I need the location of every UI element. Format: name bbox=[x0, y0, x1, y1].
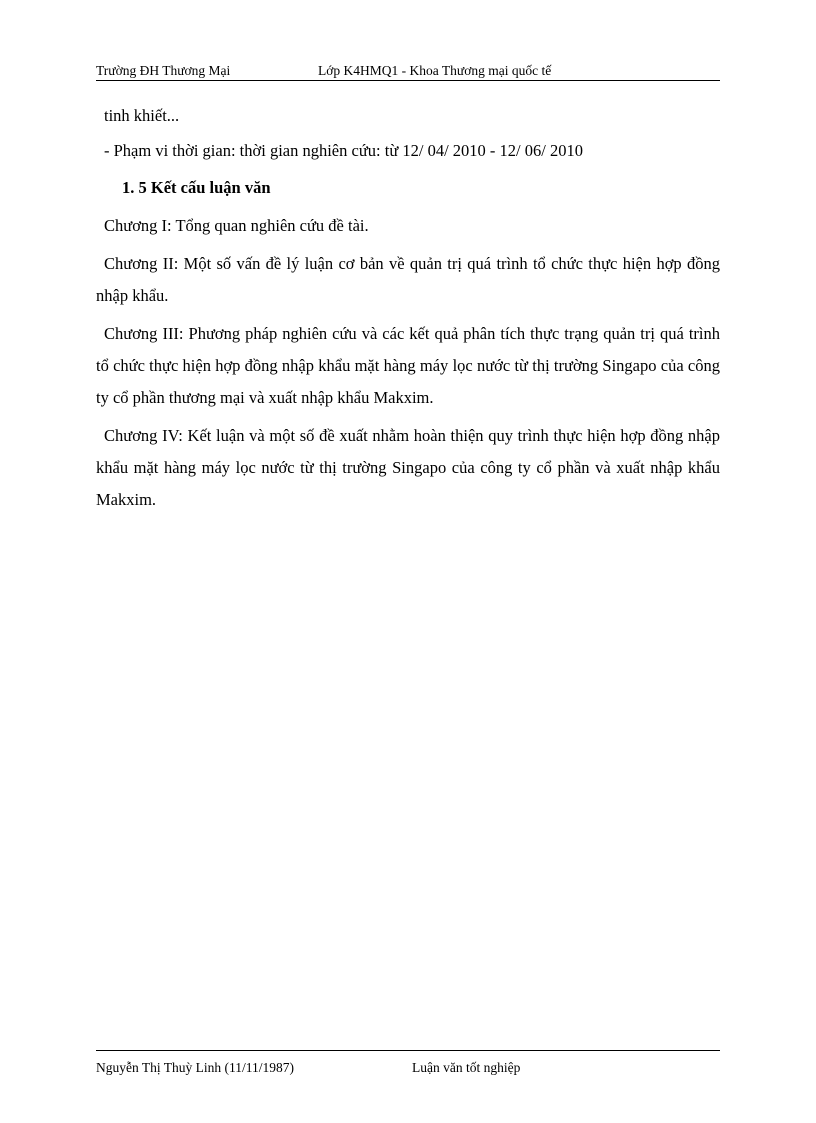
page-content bbox=[96, 100, 720, 516]
continuation-text: tinh khiết... bbox=[104, 106, 180, 125]
header-class-faculty: Lớp K4HMQ1 - Khoa Thương mại quốc tế bbox=[318, 63, 552, 78]
footer-author: Nguyễn Thị Thuỳ Linh (11/11/1987) bbox=[96, 1060, 294, 1075]
scope-time-text: - Phạm vi thời gian: thời gian nghiên cứu: từ 12/ 04/ 2010 - 12/ 06/ 2010 bbox=[104, 141, 583, 160]
section-heading: 1. 5 Kết cấu luận văn bbox=[122, 178, 271, 197]
chapter-3: Chương III: Phương pháp nghiên cứu và các kết quả phân tích thực trạng quản trị quá trình tổ chức thực hiện hợp đồng nhập khẩu mặt hàng máy lọc nước từ thị trường Singapo của công ty cổ phần thương mại và xuất nhập khẩu Makxim. bbox=[96, 324, 720, 407]
footer-divider bbox=[96, 1050, 720, 1051]
chapter-1: Chương I: Tổng quan nghiên cứu đề tài. bbox=[104, 216, 369, 235]
footer-doc-type: Luận văn tốt nghiệp bbox=[412, 1060, 521, 1075]
chapter-2: Chương II: Một số vấn đề lý luận cơ bản về quản trị quá trình tổ chức thực hiện hợp đồng nhập khẩu. bbox=[96, 254, 720, 305]
header-school: Trường ĐH Thương Mại bbox=[96, 63, 231, 78]
page-header bbox=[96, 60, 720, 81]
chapter-4: Chương IV: Kết luận và một số đề xuất nhằm hoàn thiện quy trình thực hiện hợp đồng nhập khẩu mặt hàng máy lọc nước từ thị trường Singapo của công ty cổ phần và xuất nhập khẩu Makxim. bbox=[96, 426, 720, 509]
